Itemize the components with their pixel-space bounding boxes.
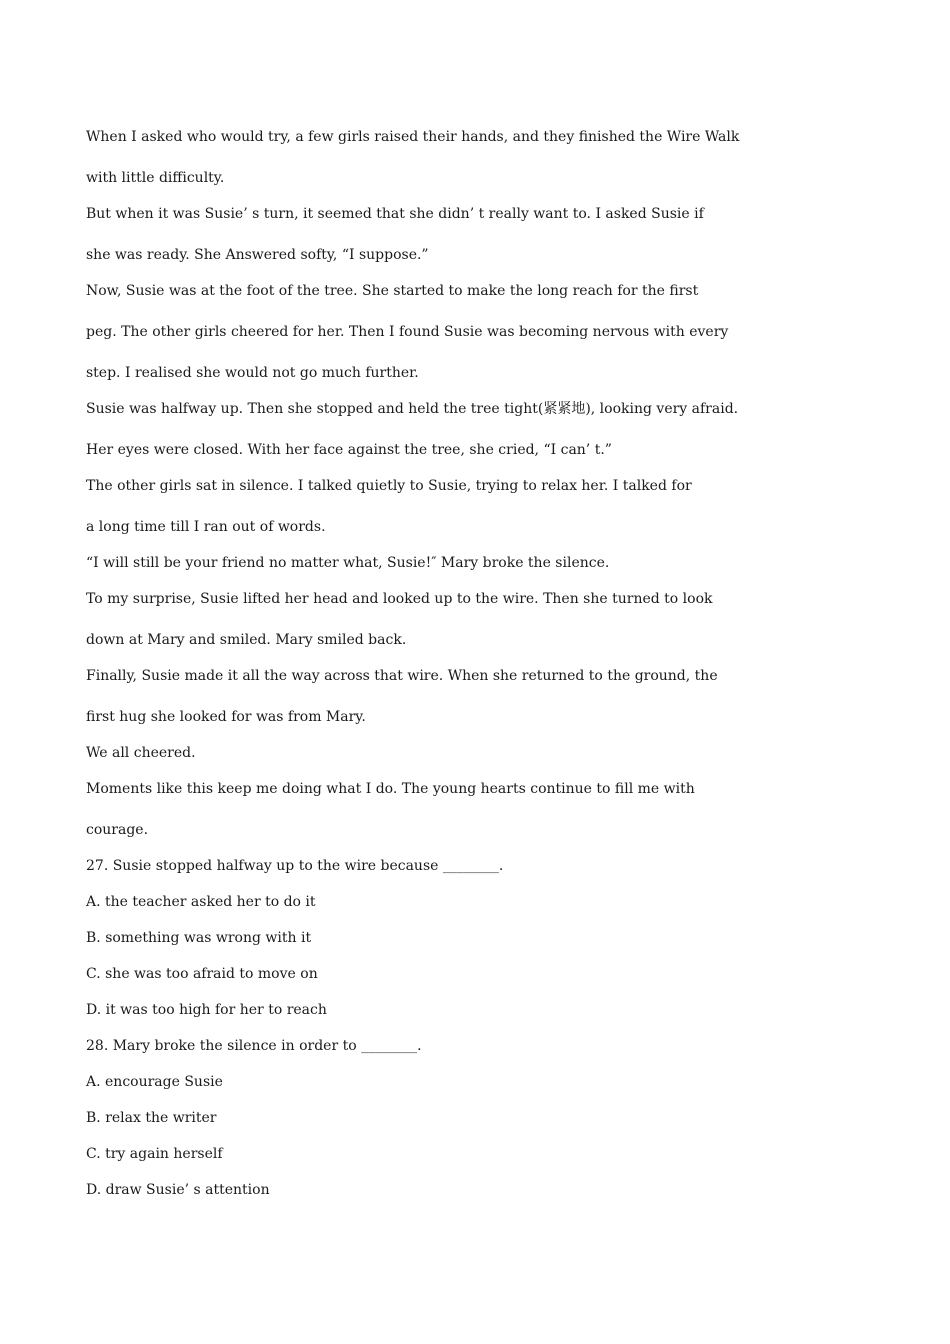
text-line: Moments like this keep me doing what I do. The young hearts continue to fill me with: [86, 781, 695, 797]
paragraph-8: [86, 663, 876, 740]
paragraph-5: [86, 473, 876, 550]
answer-option-d: D. it was too high for her to reach: [86, 1002, 327, 1018]
text-line: We all cheered.: [86, 745, 196, 761]
text-line: But when it was Susie’ s turn, it seemed that she didn’ t really want to. I asked Susie if: [86, 206, 704, 222]
answer-option-b: B. something was wrong with it: [86, 930, 312, 946]
text-line: courage.: [86, 822, 149, 838]
question-28: [86, 1033, 876, 1213]
text-line: Now, Susie was at the foot of the tree. She started to make the long reach for the first: [86, 283, 699, 299]
paragraph-3: [86, 278, 876, 396]
paragraph-4: [86, 396, 876, 473]
answer-option-a: A. the teacher asked her to do it: [86, 894, 316, 910]
question-stem: 27. Susie stopped halfway up to the wire because ________.: [86, 858, 504, 874]
paragraph-6: [86, 550, 876, 586]
paragraph-10: [86, 776, 876, 853]
text-line: Finally, Susie made it all the way across that wire. When she returned to the ground, the: [86, 668, 718, 684]
answer-option-a: A. encourage Susie: [86, 1074, 223, 1090]
question-stem: 28. Mary broke the silence in order to ________.: [86, 1038, 422, 1054]
answer-option-c: C. try again herself: [86, 1146, 223, 1162]
text-line: with little difficulty.: [86, 170, 225, 186]
document-page: [86, 124, 876, 1213]
story-text: [86, 124, 876, 853]
question-27: [86, 853, 876, 1033]
text-line: When I asked who would try, a few girls raised their hands, and they finished the Wire Walk: [86, 129, 740, 145]
paragraph-2: [86, 201, 876, 278]
text-line: “I will still be your friend no matter what, Susie!″ Mary broke the silence.: [86, 555, 610, 571]
paragraph-9: [86, 740, 876, 776]
text-line: she was ready. She Answered softy, “I suppose.”: [86, 247, 429, 263]
paragraph-7: [86, 586, 876, 663]
text-line: To my surprise, Susie lifted her head and looked up to the wire. Then she turned to look: [86, 591, 713, 607]
text-line: The other girls sat in silence. I talked quietly to Susie, trying to relax her. I talked for: [86, 478, 692, 494]
text-line: first hug she looked for was from Mary.: [86, 709, 366, 725]
answer-option-c: C. she was too afraid to move on: [86, 966, 318, 982]
text-line: Her eyes were closed. With her face against the tree, she cried, “I can’ t.”: [86, 442, 612, 458]
text-line: down at Mary and smiled. Mary smiled back.: [86, 632, 407, 648]
text-line: peg. The other girls cheered for her. Then I found Susie was becoming nervous with every: [86, 324, 729, 340]
text-line: step. I realised she would not go much further.: [86, 365, 419, 381]
text-line: a long time till I ran out of words.: [86, 519, 326, 535]
paragraph-1: [86, 124, 876, 201]
text-line: Susie was halfway up. Then she stopped and held the tree tight(紧紧地), looking very afraid.: [86, 401, 739, 417]
answer-option-d: D. draw Susie’ s attention: [86, 1182, 270, 1198]
answer-option-b: B. relax the writer: [86, 1110, 217, 1126]
